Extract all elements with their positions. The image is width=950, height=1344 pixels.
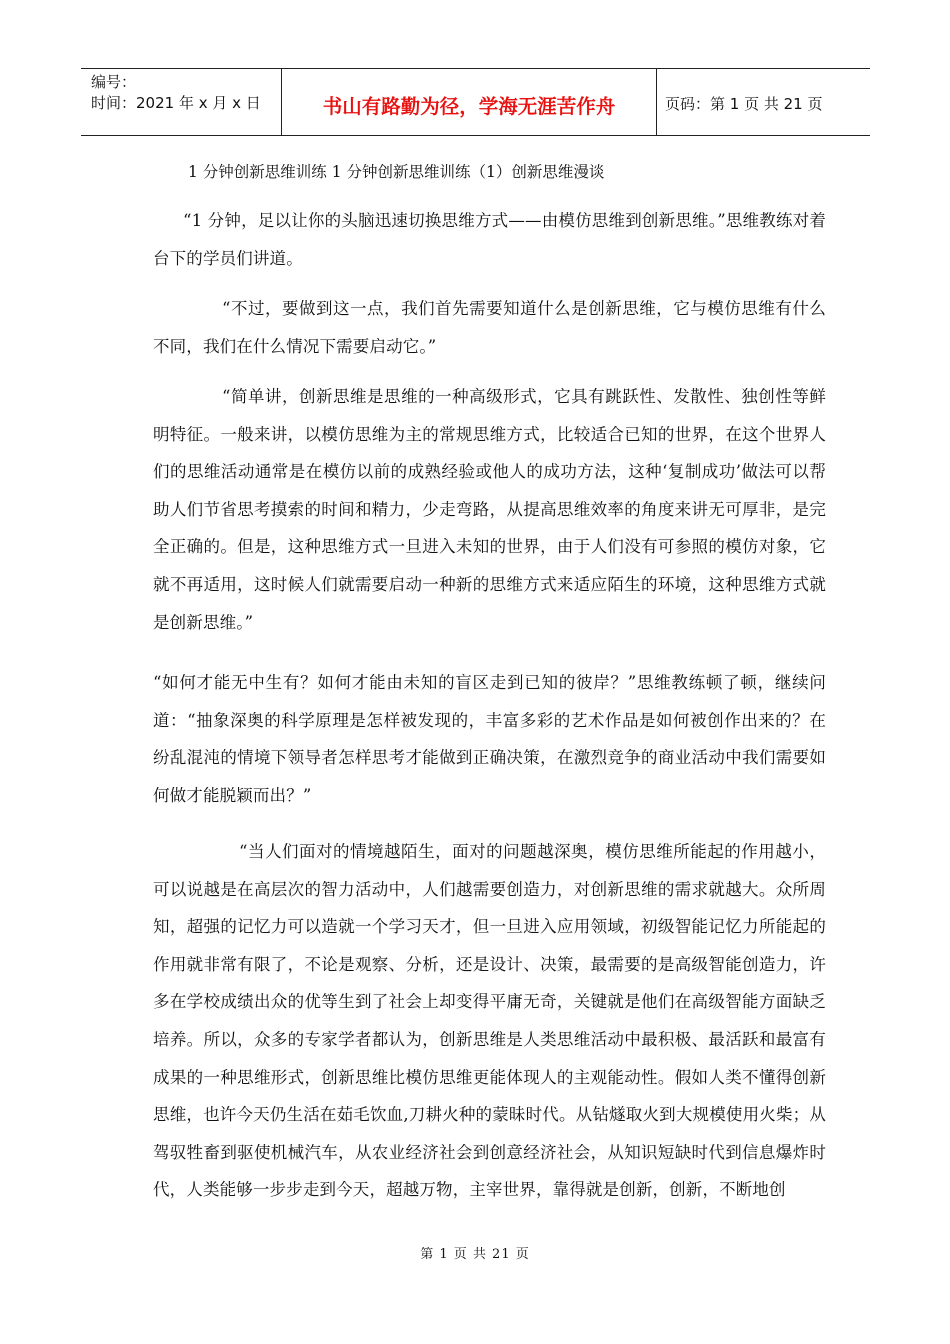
header-motto: 书山有路勤为径，学海无涯苦作舟 [282, 69, 657, 135]
document-title: 1 分钟创新思维训练 1 分钟创新思维训练（1）创新思维漫谈 [188, 163, 605, 181]
paragraph: “当人们面对的情境越陌生，面对的问题越深奥，模仿思维所能起的作用越小，可以说越是在高层次的智力活动中，人们越需要创造力，对创新思维的需求就越大。众所周知，超强的记忆力可以造就一个学习天才，但一旦进入应用领域，初级智能记忆力所能起的作用就非常有限了，不论是观察、分析，还是设计、决策，最需要的是高级智能创造力，许多在学校成绩出众的优等生到了社会上却变得平庸无奇，关键就是他们在高级智能方面缺乏培养。所以，众多的专家学者都认为，创新思维是人类思维活动中最积极、最活跃和最富有成果的一种思维形式，创新思维比模仿思维更能体现人的主观能动性。假如人类不懂得创新思维，也许今天仍生活在茹毛饮血,刀耕火种的蒙昧时代。从钻燧取火到大规模使用火柴；从驾驭牲畜到驱使机械汽车，从农业经济社会到创意经济社会，从知识短缺时代到信息爆炸时代，人类能够一步步走到今天，超越万物，主宰世界，靠得就是创新，创新，不断地创 [153, 842, 826, 1200]
paragraph: “1 分钟，足以让你的头脑迅速切换思维方式——由模仿思维到创新思维。”思维教练对着台下的学员们讲道。 [153, 211, 826, 268]
header-time-label: 时间：2021 年 x 月 x 日 [91, 94, 261, 112]
paragraph: “如何才能无中生有？如何才能由未知的盲区走到已知的彼岸？”思维教练顿了顿，继续问道：“抽象深奥的科学原理是怎样被发现的，丰富多彩的艺术作品是如何被创作出来的？在纷乱混沌的情境下领导者怎样思考才能做到正确决策，在激烈竞争的商业活动中我们需要如何做才能脱颖而出？” [153, 673, 826, 805]
paragraph: “简单讲，创新思维是思维的一种高级形式，它具有跳跃性、发散性、独创性等鲜明特征。一般来讲，以模仿思维为主的常规思维方式，比较适合已知的世界，在这个世界人们的思维活动通常是在模仿以前的成熟经验或他人的成功方法，这种‘复制成功’做法可以帮助人们节省思考摸索的时间和精力，少走弯路，从提高思维效率的角度来讲无可厚非，是完全正确的。但是，这种思维方式一旦进入未知的世界，由于人们没有可参照的模仿对象，它就不再适用，这时候人们就需要启动一种新的思维方式来适应陌生的环境，这种思维方式就是创新思维。” [153, 387, 826, 632]
paragraph: “不过，要做到这一点，我们首先需要知道什么是创新思维，它与模仿思维有什么不同，我们在什么情况下需要启动它。” [153, 299, 826, 356]
header-meta [81, 69, 282, 135]
document-header [81, 68, 870, 136]
header-number-label: 编号： [91, 73, 137, 91]
page-footer: 第 1 页 共 21 页 [420, 1247, 530, 1262]
header-page-info: 页码：第 1 页 共 21 页 [665, 94, 823, 113]
